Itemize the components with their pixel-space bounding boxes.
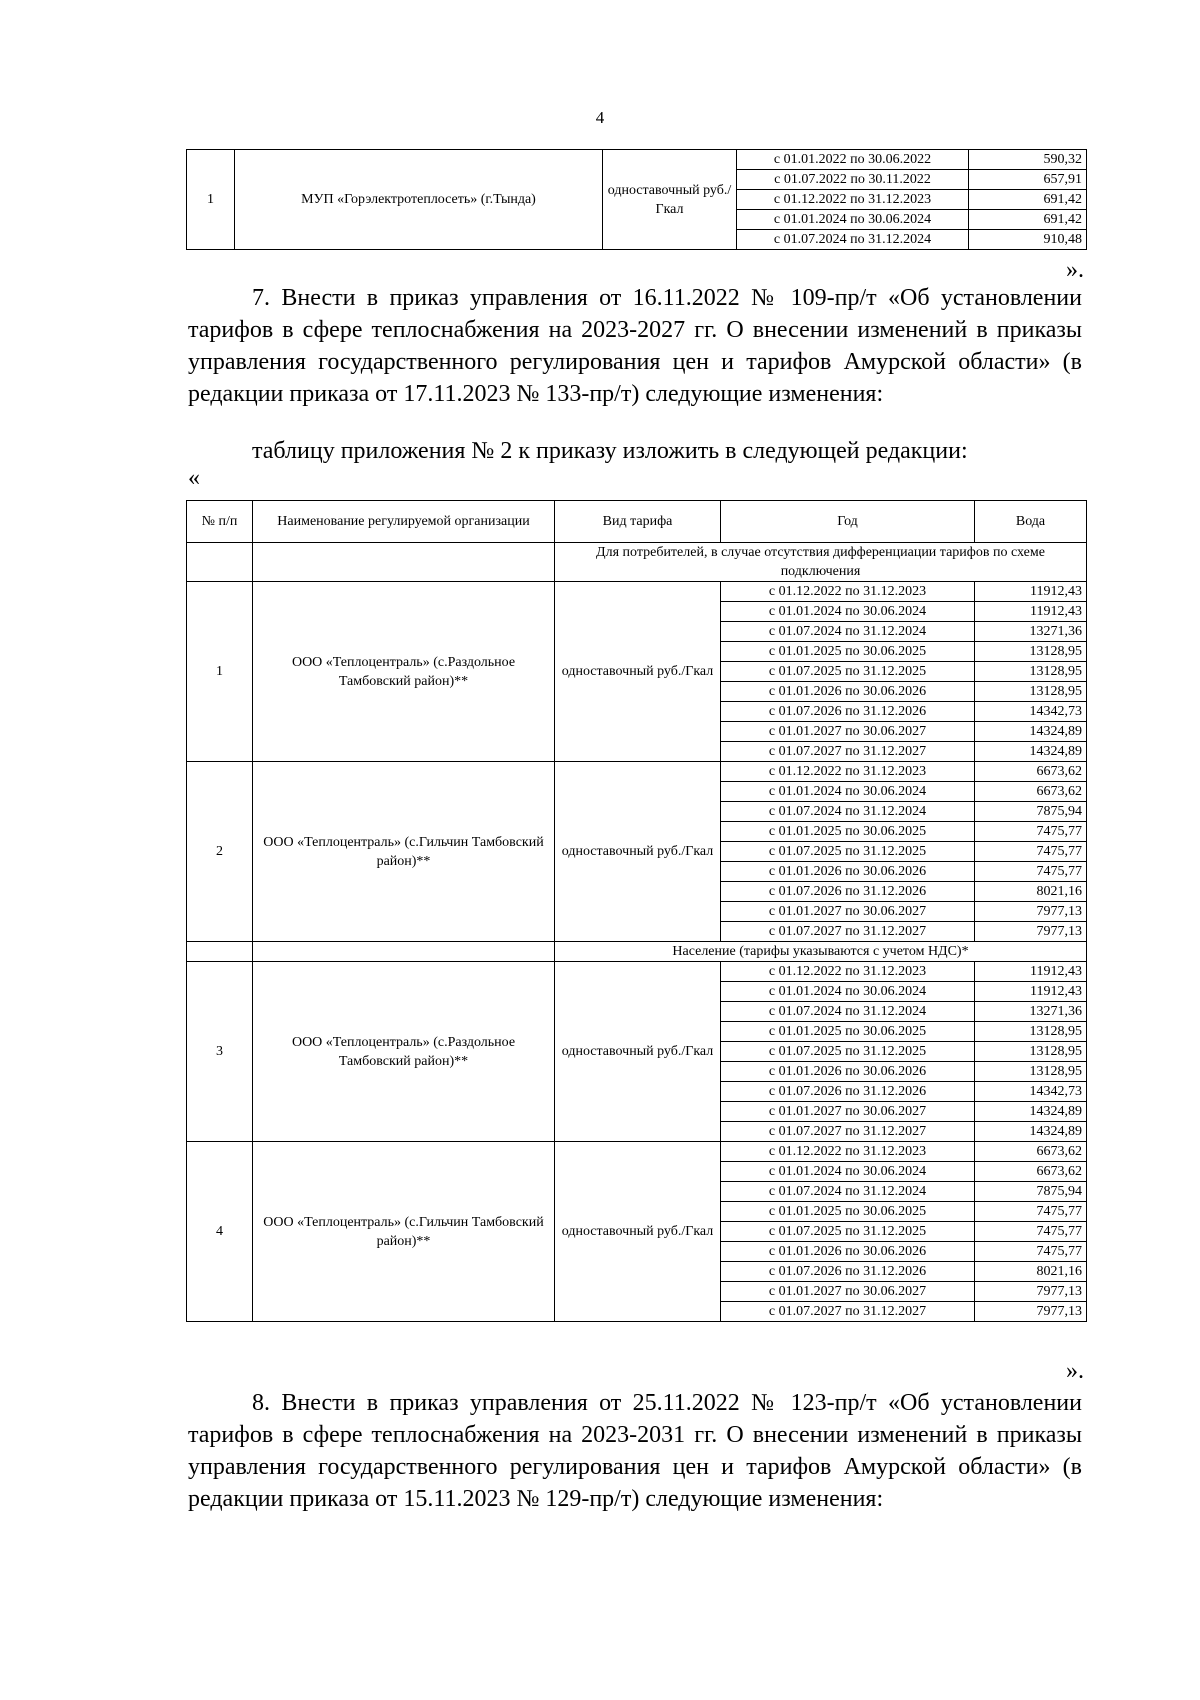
period-cell: с 01.12.2022 по 31.12.2023: [721, 762, 975, 782]
period-cell: с 01.01.2025 по 30.06.2025: [721, 822, 975, 842]
tariff-type: одноставочный руб./Гкал: [555, 582, 721, 762]
value-cell: 6673,62: [975, 1162, 1087, 1182]
value-cell: 11912,43: [975, 982, 1087, 1002]
period-cell: с 01.01.2024 по 30.06.2024: [721, 602, 975, 622]
period-cell: с 01.01.2025 по 30.06.2025: [721, 1022, 975, 1042]
period-cell: с 01.07.2024 по 31.12.2024: [721, 802, 975, 822]
paragraph-7-text: 7. Внести в приказ управления от 16.11.2022 № 109-пр/т «Об установлении тарифов в сфере теплоснабжения на 2023-2027 гг. О внесении изменений в приказы управления государственного регулирования цен и тарифов Амурской области» (в редакции приказа от 17.11.2023 № 133-пр/т) следующие изменения:: [188, 285, 1082, 407]
value-cell: 6673,62: [975, 782, 1087, 802]
period-cell: с 01.07.2024 по 31.12.2024: [721, 1182, 975, 1202]
period-cell: с 01.07.2027 по 31.12.2027: [721, 922, 975, 942]
period-cell: с 01.01.2026 по 30.06.2026: [721, 862, 975, 882]
period-cell: с 01.01.2027 по 30.06.2027: [721, 1282, 975, 1302]
tariff-type: одноставочный руб./Гкал: [555, 762, 721, 942]
table-row: [187, 1142, 1087, 1162]
table-header-row: [187, 501, 1087, 543]
value-cell: 691,42: [969, 210, 1087, 230]
value-cell: 6673,62: [975, 1142, 1087, 1162]
period-cell: с 01.01.2026 по 30.06.2026: [721, 1242, 975, 1262]
value-cell: 6673,62: [975, 762, 1087, 782]
value-cell: 11912,43: [975, 582, 1087, 602]
header-year: Год: [721, 501, 975, 543]
value-cell: 691,42: [969, 190, 1087, 210]
value-cell: 14324,89: [975, 1122, 1087, 1142]
period-cell: с 01.07.2024 по 31.12.2024: [737, 230, 969, 250]
period-cell: с 01.01.2024 по 30.06.2024: [721, 982, 975, 1002]
period-cell: с 01.12.2022 по 31.12.2023: [737, 190, 969, 210]
organization-name: ООО «Теплоцентраль» (с.Гильчин Тамбовский район)**: [253, 762, 555, 942]
period-cell: с 01.07.2025 по 31.12.2025: [721, 1222, 975, 1242]
period-cell: с 01.07.2022 по 30.11.2022: [737, 170, 969, 190]
period-cell: с 01.01.2025 по 30.06.2025: [721, 642, 975, 662]
section-consumers: [187, 543, 1087, 582]
value-cell: 11912,43: [975, 602, 1087, 622]
row-number: 3: [187, 962, 253, 1142]
period-cell: с 01.07.2024 по 31.12.2024: [721, 622, 975, 642]
value-cell: 14342,73: [975, 1082, 1087, 1102]
value-cell: 7475,77: [975, 822, 1087, 842]
row-number: 1: [187, 150, 235, 250]
period-cell: с 01.12.2022 по 31.12.2023: [721, 1142, 975, 1162]
value-cell: 657,91: [969, 170, 1087, 190]
period-cell: с 01.07.2024 по 31.12.2024: [721, 1002, 975, 1022]
paragraph-8-text: 8. Внести в приказ управления от 25.11.2022 № 123-пр/т «Об установлении тарифов в сфере теплоснабжения на 2023-2031 гг. О внесении изменений в приказы управления государственного регулирования цен и тарифов Амурской области» (в редакции приказа от 15.11.2023 № 129-пр/т) следующие изменения:: [188, 1390, 1082, 1512]
period-cell: с 01.01.2024 по 30.06.2024: [721, 1162, 975, 1182]
header-water: Вода: [975, 501, 1087, 543]
value-cell: 7475,77: [975, 1202, 1087, 1222]
value-cell: 7977,13: [975, 922, 1087, 942]
value-cell: 14324,89: [975, 1102, 1087, 1122]
paragraph-7-line2: таблицу приложения № 2 к приказу изложить в следующей редакции:: [252, 438, 968, 464]
value-cell: 7875,94: [975, 1182, 1087, 1202]
header-num: № п/п: [187, 501, 253, 543]
empty-cell: [253, 543, 555, 582]
value-cell: 14324,89: [975, 742, 1087, 762]
organization-name: ООО «Теплоцентраль» (с.Раздольное Тамбовский район)**: [253, 582, 555, 762]
tariff-type: одноставочный руб./Гкал: [603, 150, 737, 250]
value-cell: 7875,94: [975, 802, 1087, 822]
period-cell: с 01.07.2027 по 31.12.2027: [721, 742, 975, 762]
table-row: [187, 762, 1087, 782]
empty-cell: [187, 942, 253, 962]
period-cell: с 01.12.2022 по 31.12.2023: [721, 962, 975, 982]
value-cell: 11912,43: [975, 962, 1087, 982]
value-cell: 8021,16: [975, 882, 1087, 902]
value-cell: 14324,89: [975, 722, 1087, 742]
value-cell: 7475,77: [975, 1222, 1087, 1242]
organization-name: ООО «Теплоцентраль» (с.Гильчин Тамбовский район)**: [253, 1142, 555, 1322]
row-number: 4: [187, 1142, 253, 1322]
empty-cell: [253, 942, 555, 962]
period-cell: с 01.07.2026 по 31.12.2026: [721, 702, 975, 722]
value-cell: 910,48: [969, 230, 1087, 250]
period-cell: с 01.01.2027 по 30.06.2027: [721, 902, 975, 922]
period-cell: с 01.07.2025 по 31.12.2025: [721, 662, 975, 682]
period-cell: с 01.01.2027 по 30.06.2027: [721, 722, 975, 742]
period-cell: с 01.07.2026 по 31.12.2026: [721, 882, 975, 902]
closing-quote-2: ».: [1066, 1358, 1084, 1384]
period-cell: с 01.01.2022 по 30.06.2022: [737, 150, 969, 170]
value-cell: 13128,95: [975, 1062, 1087, 1082]
period-cell: с 01.01.2026 по 30.06.2026: [721, 682, 975, 702]
value-cell: 7475,77: [975, 1242, 1087, 1262]
value-cell: 8021,16: [975, 1262, 1087, 1282]
period-cell: с 01.07.2025 по 31.12.2025: [721, 1042, 975, 1062]
value-cell: 590,32: [969, 150, 1087, 170]
table-row: [187, 582, 1087, 602]
value-cell: 13128,95: [975, 682, 1087, 702]
value-cell: 7475,77: [975, 842, 1087, 862]
section-consumers-text: Для потребителей, в случае отсутствия дифференциации тарифов по схеме подключения: [555, 543, 1087, 582]
table-row: [187, 962, 1087, 982]
organization-name: МУП «Горэлектротеплосеть» (г.Тында): [235, 150, 603, 250]
top-tariff-table: [186, 149, 1087, 250]
value-cell: 13128,95: [975, 642, 1087, 662]
period-cell: с 01.01.2027 по 30.06.2027: [721, 1102, 975, 1122]
value-cell: 13128,95: [975, 1042, 1087, 1062]
period-cell: с 01.07.2025 по 31.12.2025: [721, 842, 975, 862]
value-cell: 13128,95: [975, 1022, 1087, 1042]
period-cell: с 01.07.2027 по 31.12.2027: [721, 1302, 975, 1322]
period-cell: с 01.01.2025 по 30.06.2025: [721, 1202, 975, 1222]
value-cell: 14342,73: [975, 702, 1087, 722]
tariff-type: одноставочный руб./Гкал: [555, 962, 721, 1142]
empty-cell: [187, 543, 253, 582]
period-cell: с 01.07.2026 по 31.12.2026: [721, 1262, 975, 1282]
period-cell: с 01.07.2027 по 31.12.2027: [721, 1122, 975, 1142]
value-cell: 7475,77: [975, 862, 1087, 882]
row-number: 2: [187, 762, 253, 942]
value-cell: 13271,36: [975, 622, 1087, 642]
header-tariff-type: Вид тарифа: [555, 501, 721, 543]
opening-quote: «: [188, 465, 200, 491]
value-cell: 13271,36: [975, 1002, 1087, 1022]
value-cell: 7977,13: [975, 1302, 1087, 1322]
closing-quote-1: ».: [1066, 257, 1084, 283]
main-tariff-table: [186, 500, 1087, 1322]
period-cell: с 01.07.2026 по 31.12.2026: [721, 1082, 975, 1102]
period-cell: с 01.12.2022 по 31.12.2023: [721, 582, 975, 602]
page-number: 4: [595, 108, 605, 127]
section-population-text: Население (тарифы указываются с учетом НДС)*: [555, 942, 1087, 962]
value-cell: 7977,13: [975, 902, 1087, 922]
row-number: 1: [187, 582, 253, 762]
section-population: [187, 942, 1087, 962]
paragraph-8: [188, 1387, 1082, 1515]
organization-name: ООО «Теплоцентраль» (с.Раздольное Тамбовский район)**: [253, 962, 555, 1142]
paragraph-7: [188, 282, 1082, 410]
table-row: [187, 150, 1087, 170]
period-cell: с 01.01.2024 по 30.06.2024: [737, 210, 969, 230]
value-cell: 13128,95: [975, 662, 1087, 682]
value-cell: 7977,13: [975, 1282, 1087, 1302]
tariff-type: одноставочный руб./Гкал: [555, 1142, 721, 1322]
period-cell: с 01.01.2026 по 30.06.2026: [721, 1062, 975, 1082]
header-organization: Наименование регулируемой организации: [253, 501, 555, 543]
period-cell: с 01.01.2024 по 30.06.2024: [721, 782, 975, 802]
